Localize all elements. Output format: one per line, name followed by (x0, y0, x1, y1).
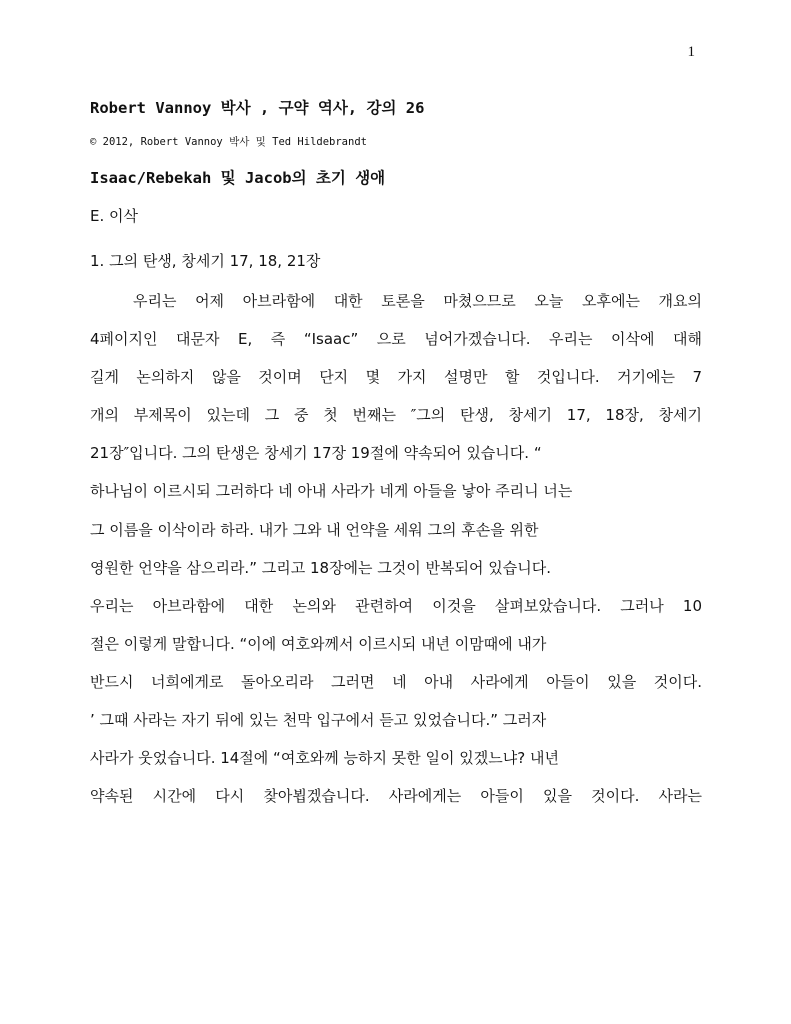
document-body (90, 97, 702, 815)
body-line: 영원한 언약을 삼으리라.” 그리고 18장에는 그것이 반복되어 있습니다. (90, 558, 552, 577)
body-line: 하나님이 이르시되 그러하다 네 아내 사라가 네게 아들을 낳아 주리니 너는 (90, 482, 573, 501)
subsection-heading: 1. 그의 탄생, 창세기 17, 18, 21장 (90, 252, 321, 270)
body-line: 길게 논의하지 않을 것이며 단지 몇 가지 설명만 할 것입니다. 거기에는 7 (90, 368, 702, 387)
body-paragraph (90, 282, 702, 815)
copyright-line: © 2012, Robert Vannoy 박사 및 Ted Hildebrandt (90, 136, 367, 148)
page-number: 1 (687, 44, 695, 60)
body-line: 21장″입니다. 그의 탄생은 창세기 17장 19절에 약속되어 있습니다. “ (90, 444, 542, 463)
body-line: 약속된 시간에 다시 찾아뵙겠습니다. 사라에게는 아들이 있을 것이다. 사라는 (90, 787, 702, 806)
body-line: 그 이름을 이삭이라 하라. 내가 그와 내 언약을 세워 그의 후손을 위한 (90, 520, 539, 539)
body-line: 4페이지인 대문자 E, 즉 “Isaac” 으로 넘어가겠습니다. 우리는 이삭에 대해 (90, 330, 702, 349)
body-line: 사라가 웃었습니다. 14절에 “여호와께 능하지 못한 일이 있겠느냐? 내년 (90, 749, 559, 768)
body-line: 개의 부제목이 있는데 그 중 첫 번째는 ″그의 탄생, 창세기 17, 18장, 창세기 (90, 406, 702, 425)
body-line: 우리는 어제 아브라함에 대한 토론을 마쳤으므로 오늘 오후에는 개요의 (133, 292, 702, 310)
body-line: ’ 그때 사라는 자기 뒤에 있는 천막 입구에서 듣고 있었습니다.” 그러자 (90, 711, 547, 730)
lecture-title: Robert Vannoy 박사 , 구약 역사, 강의 26 (90, 99, 425, 117)
body-line: 절은 이렇게 말합니다. “이에 여호와께서 이르시되 내년 이맘때에 내가 (90, 634, 547, 653)
section-heading: E. 이삭 (90, 207, 138, 225)
body-line: 반드시 너희에게로 돌아오리라 그러면 네 아내 사라에게 아들이 있을 것이다. (90, 672, 702, 691)
body-line: 우리는 아브라함에 대한 논의와 관련하여 이것을 살펴보았습니다. 그러나 10 (90, 596, 702, 615)
lecture-subtitle: Isaac/Rebekah 및 Jacob의 초기 생애 (90, 169, 386, 187)
